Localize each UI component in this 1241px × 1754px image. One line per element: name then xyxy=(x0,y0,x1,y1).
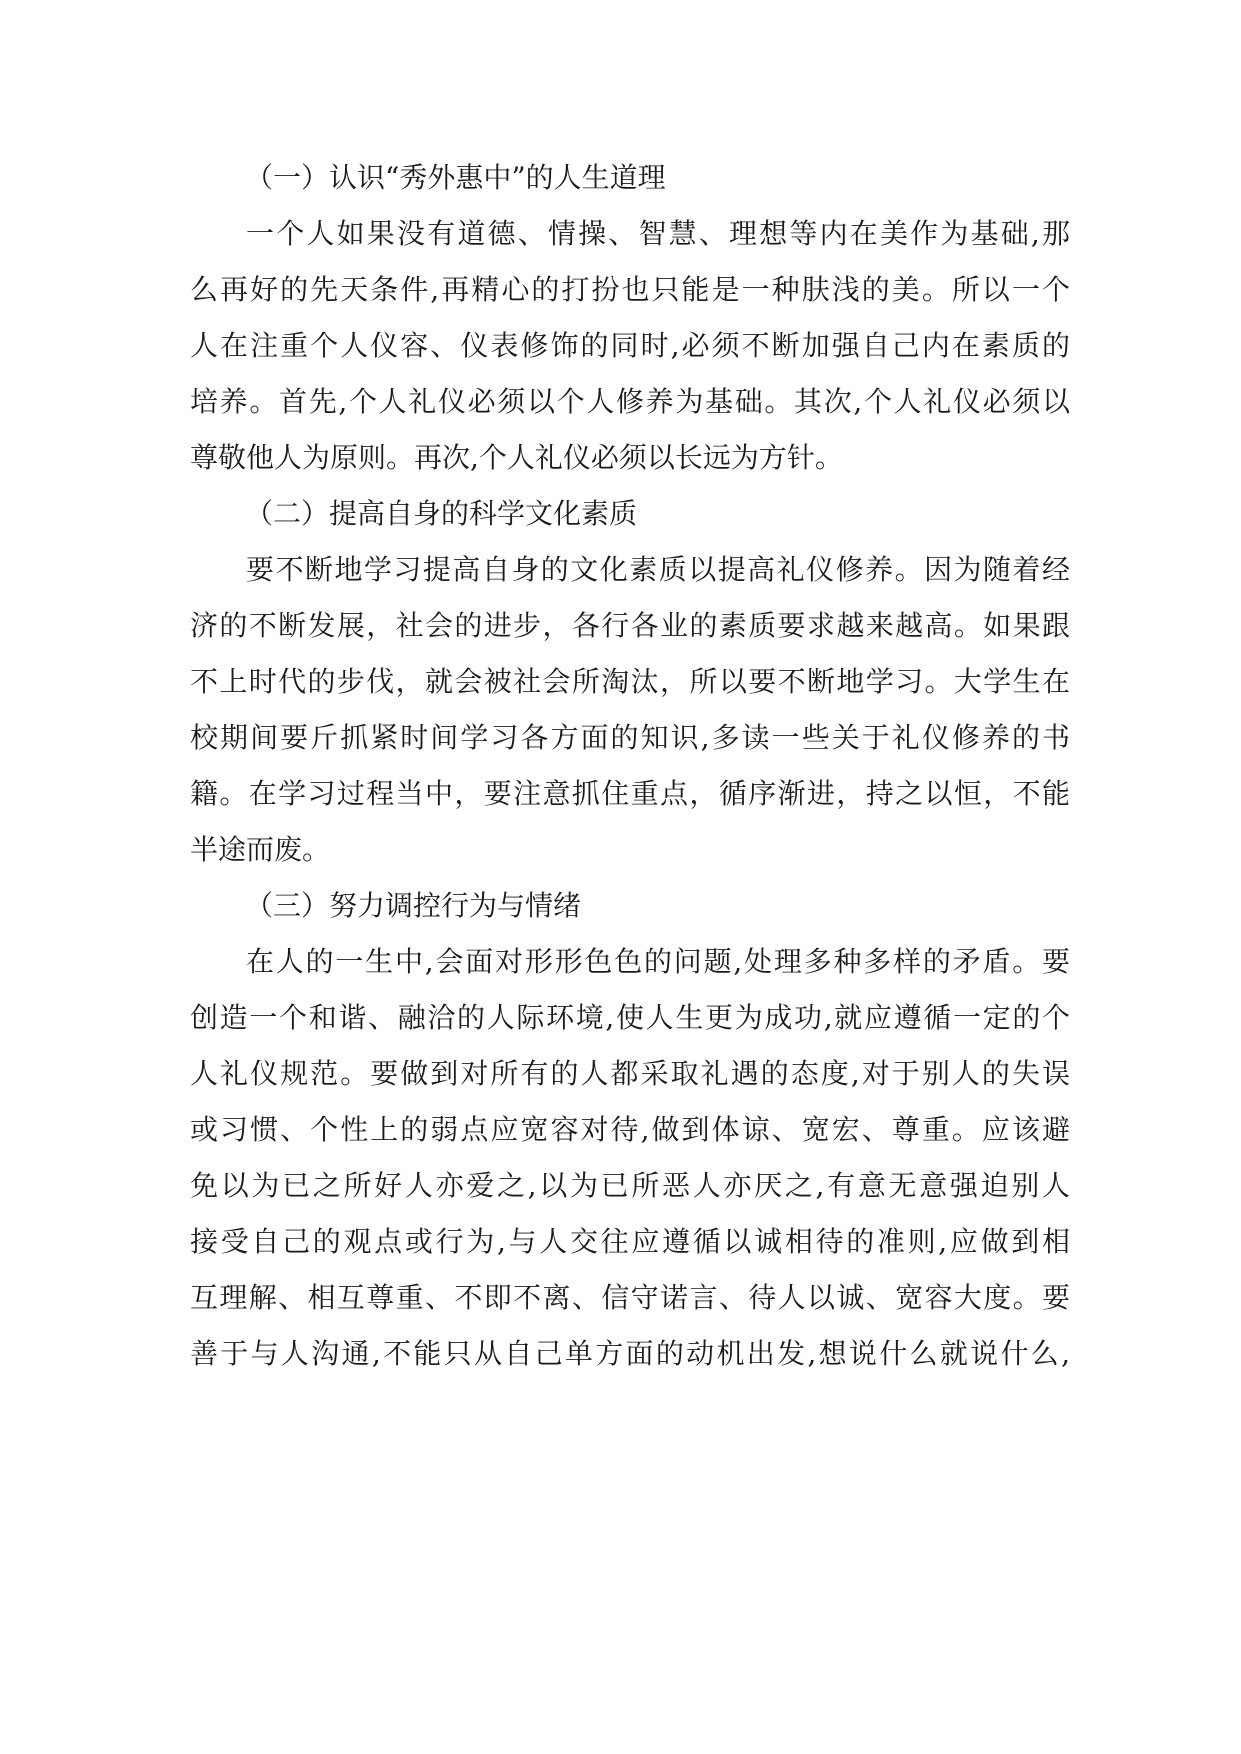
paragraph-line: 或习惯、个性上的弱点应宽容对待,做到体谅、宽宏、尊重。应该避 xyxy=(190,1113,1070,1146)
paragraph-line: 在人的一生中,会面对形形色色的问题,处理多种多样的矛盾。要 xyxy=(246,945,1070,978)
paragraph-line: 接受自己的观点或行为,与人交往应遵循以诚相待的准则,应做到相 xyxy=(190,1225,1070,1258)
paragraph-line: 不上时代的步伐，就会被社会所淘汰，所以要不断地学习。大学生在 xyxy=(190,665,1070,698)
paragraph-line: 济的不断发展，社会的进步，各行各业的素质要求越来越高。如果跟 xyxy=(190,609,1070,642)
paragraph-line: 半途而废。 xyxy=(190,833,331,866)
paragraph-line: 免以为已之所好人亦爱之,以为已所恶人亦厌之,有意无意强迫别人 xyxy=(190,1169,1070,1202)
paragraph-line: 要不断地学习提高自身的文化素质以提高礼仪修养。因为随着经 xyxy=(246,553,1070,586)
paragraph-line: 一个人如果没有道德、情操、智慧、理想等内在美作为基础,那 xyxy=(246,217,1070,250)
paragraph-line: 籍。在学习过程当中，要注意抓住重点，循序渐进，持之以恒，不能 xyxy=(190,777,1070,810)
section-heading-1: （一）认识“秀外惠中”的人生道理 xyxy=(245,161,666,194)
paragraph-line: 么再好的先天条件,再精心的打扮也只能是一种肤浅的美。所以一个 xyxy=(190,273,1070,306)
paragraph-line: 尊敬他人为原则。再次,个人礼仪必须以长远为方针。 xyxy=(190,441,843,474)
paragraph-line: 培养。首先,个人礼仪必须以个人修养为基础。其次,个人礼仪必须以 xyxy=(190,385,1070,418)
paragraph-line: 人礼仪规范。要做到对所有的人都采取礼遇的态度,对于别人的失误 xyxy=(190,1057,1070,1090)
paragraph-line: 创造一个和谐、融洽的人际环境,使人生更为成功,就应遵循一定的个 xyxy=(190,1001,1070,1034)
paragraph-line: 互理解、相互尊重、不即不离、信守诺言、待人以诚、宽容大度。要 xyxy=(190,1281,1070,1314)
section-heading-2: （二）提高自身的科学文化素质 xyxy=(245,497,638,530)
section-heading-3: （三）努力调控行为与情绪 xyxy=(245,889,582,922)
paragraph-line: 人在注重个人仪容、仪表修饰的同时,必须不断加强自己内在素质的 xyxy=(190,329,1070,362)
paragraph-line: 校期间要斤抓紧时间学习各方面的知识,多读一些关于礼仪修养的书 xyxy=(190,721,1070,754)
paragraph-line: 善于与人沟通,不能只从自己单方面的动机出发,想说什么就说什么, xyxy=(190,1337,1070,1370)
